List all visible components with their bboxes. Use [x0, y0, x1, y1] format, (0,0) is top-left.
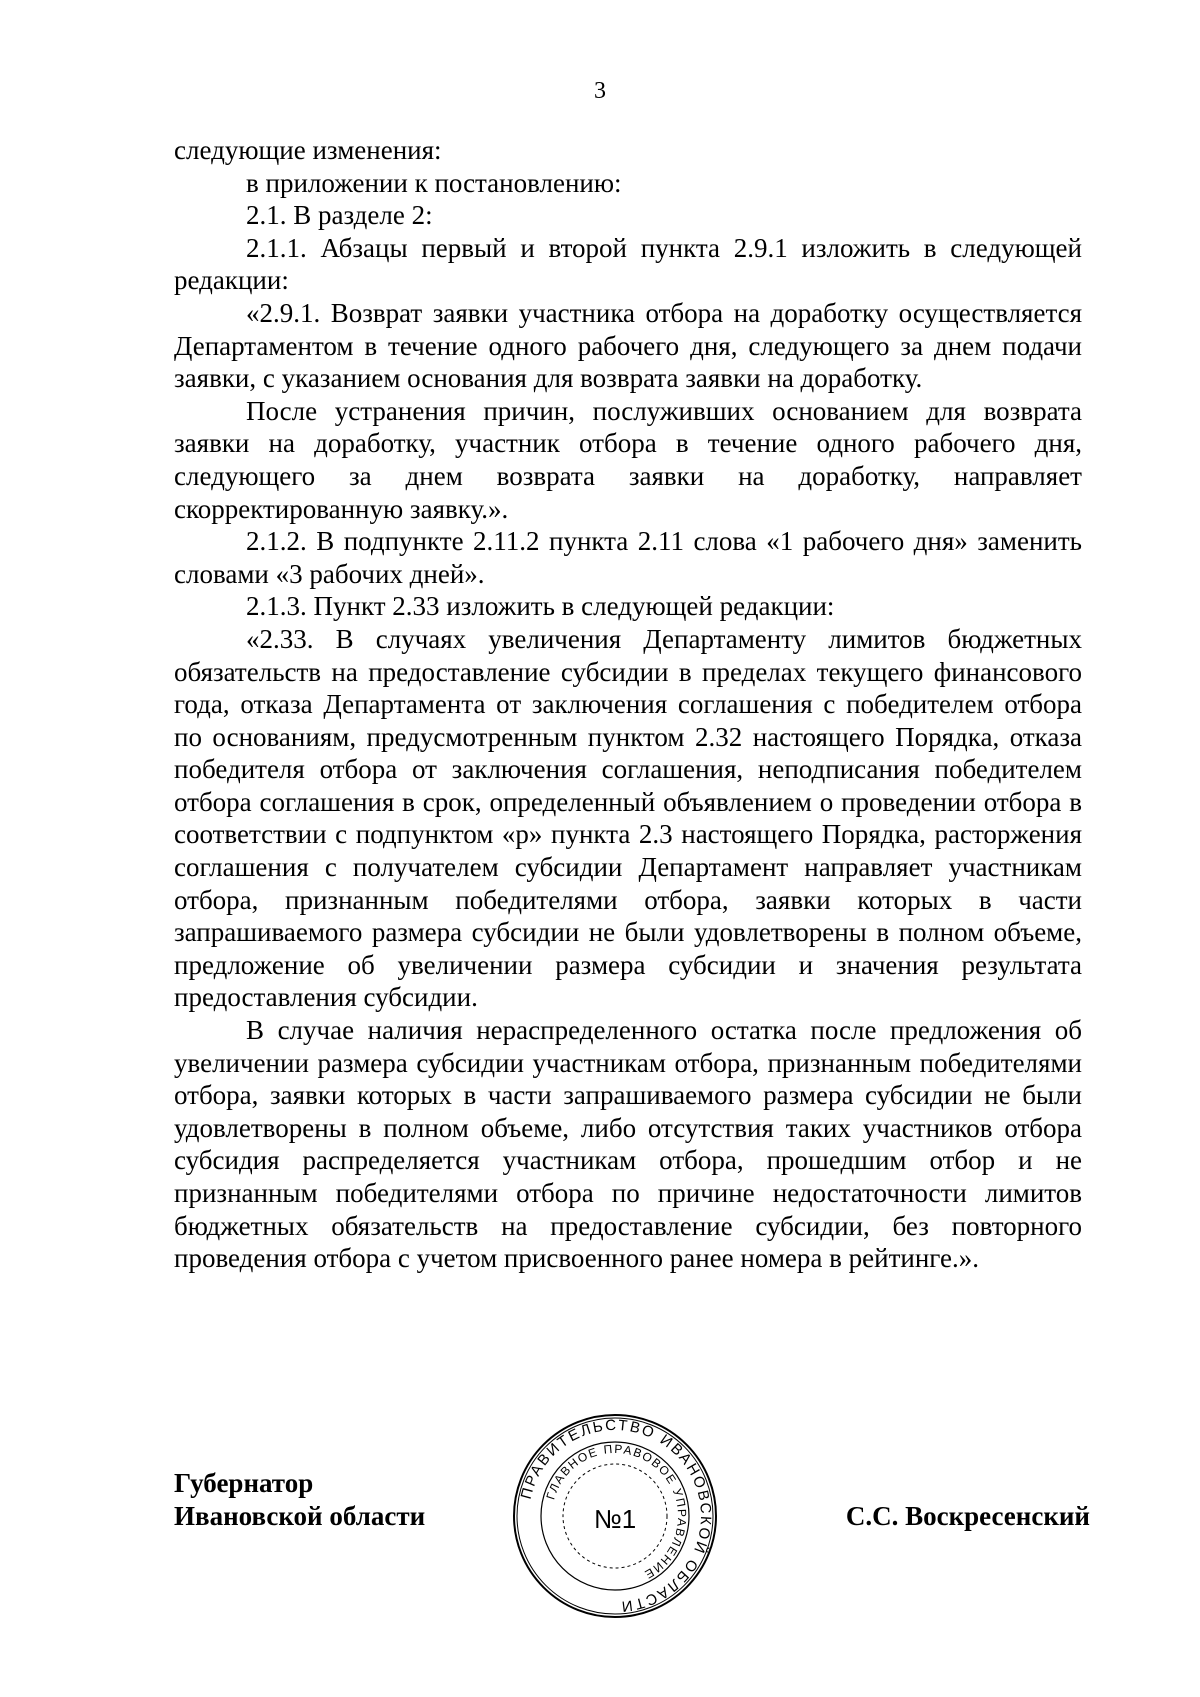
official-seal: [511, 1412, 719, 1620]
signatory-name: С.С. Воскресенский: [845, 1501, 1090, 1531]
seal-number: №1: [593, 1504, 637, 1534]
paragraph: 2.1.1. Абзацы первый и второй пункта 2.9.1 изложить в следующей редакции:: [174, 232, 1082, 296]
paragraph: следующие изменения:: [174, 135, 442, 165]
paragraph: «2.33. В случаях увеличения Департаменту лимитов бюджетных обязательств на предоставление субсидии в пределах текущего финансового года, отказа Департамента от заключения соглашения с победителем отбора по основаниям, предусмотренным пунктом 2.32 настоящего Порядка, отказа победителя отбора от заключения соглашения, неподписания победителем отбора соглашения в срок, определенный объявлением о проведении отбора в соответствии с подпунктом «р» пункта 2.3 настоящего Порядка, расторжения соглашения с получателем субсидии Департамент направляет участникам отбора, признанным победителями отбора, заявки которых в части запрашиваемого размера субсидии не были удовлетворены в полном объеме, предложение об увеличении размера субсидии и значения результата предоставления субсидии.: [174, 623, 1082, 1013]
paragraph: «2.9.1. Возврат заявки участника отбора на доработку осуществляется Департаментом в течение одного рабочего дня, следующего за днем подачи заявки, с указанием основания для возврата заявки на доработку.: [174, 297, 1082, 394]
signatory-title: [174, 1467, 425, 1533]
page-number: 3: [594, 78, 606, 104]
document-body: [174, 134, 1082, 1275]
paragraph: 2.1.3. Пункт 2.33 изложить в следующей редакции:: [246, 591, 835, 622]
paragraph: 2.1. В разделе 2:: [246, 200, 433, 231]
paragraph: В случае наличия нераспределенного остатка после предложения об увеличении размера субсидии участникам отбора, признанным победителями отбора, заявки которых в части запрашиваемого размера субсидии не были удовлетворены в полном объеме, либо отсутствия таких участников отбора субсидия распределяется участникам отбора, прошедшим отбор и не признанным победителями отбора по причине недостаточности лимитов бюджетных обязательств на предоставление субсидии, без повторного проведения отбора с учетом присвоенного ранее номера в рейтинге.».: [174, 1015, 1082, 1274]
seal-inner-text: ГЛАВНОЕ ПРАВОВОЕ УПРАВЛЕНИЕ: [543, 1441, 690, 1583]
signatory-title-line: Ивановской области: [174, 1501, 426, 1531]
paragraph: в приложении к постановлению:: [246, 167, 622, 198]
seal-outer-text: ПРАВИТЕЛЬСТВО ИВАНОВСКОЙ ОБЛАСТИ: [517, 1416, 715, 1616]
paragraph: 2.1.2. В подпункте 2.11.2 пункта 2.11 слова «1 рабочего дня» заменить словами «3 рабочих дней».: [174, 526, 1082, 589]
paragraph: После устранения причин, послуживших основанием для возврата заявки на доработку, участник отбора в течение одного рабочего дня, следующего за днем возврата заявки на доработку, направляет скорректированную заявку.».: [174, 395, 1082, 524]
signatory-title-line: Губернатор: [174, 1468, 314, 1498]
